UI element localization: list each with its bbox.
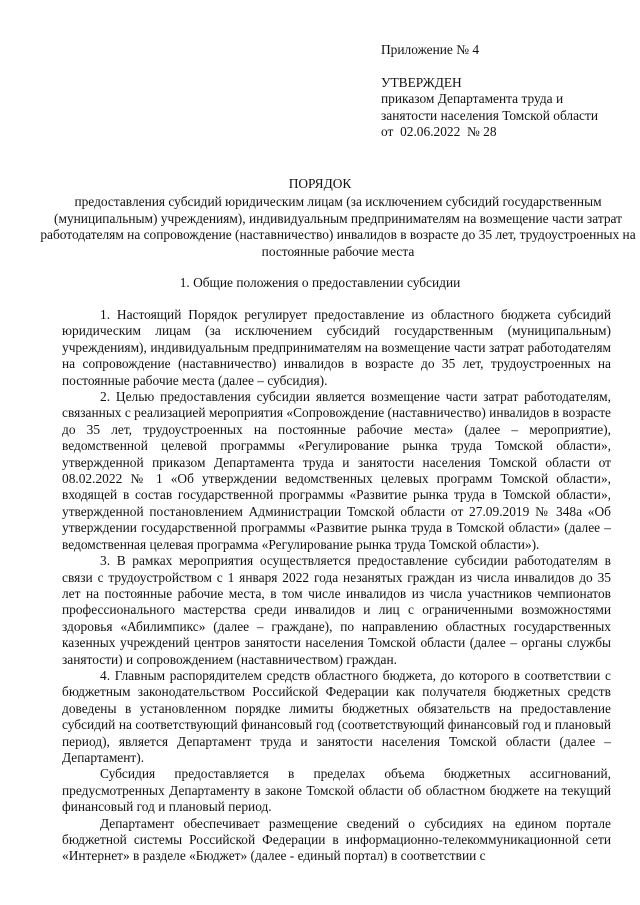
appendix-number: Приложение № 4: [381, 42, 480, 57]
document-subtitle: предоставления субсидий юридическим лицам (за исключением субсидий государственным (муниципальным) учреждениям), индивидуальным предпринимателям на возмещение части затрат работодателям на сопровождение (наставничество) инвалидов в возрасте до 35 лет, трудоустроенных на постоянные рабочие места: [40, 194, 636, 259]
document-body: [62, 307, 611, 865]
approval-block: [381, 42, 598, 141]
approval-date-number: от 02.06.2022 № 28: [381, 124, 497, 140]
document-title: ПОРЯДОК: [288, 176, 352, 191]
section-heading: 1. Общие положения о предоставлении субсидии: [179, 275, 461, 290]
paragraph-5: Субсидия предоставляется в пределах объема бюджетных ассигнований, предусмотренных Департаменту в законе Томской области об областном бюджете на текущий финансовый год и плановый период.: [62, 766, 611, 815]
approved-stamp: УТВЕРЖДЕН: [381, 74, 462, 90]
approval-line-2: занятости населения Томской области: [381, 107, 599, 123]
paragraph-4: 4. Главным распорядителем средств областного бюджета, до которого в соответствии с бюджетным законодательством Российской Федерации как получателя бюджетных средств доведены в установленном порядке лимиты бюджетных обязательств на предоставление субсидий на соответствующий финансовый год (соответствующий финансовый год и плановый период), является Департамент труда и занятости населения Томской области (далее – Департамент).: [62, 667, 611, 765]
approval-line-1: приказом Департамента труда и: [381, 91, 564, 107]
paragraph-2: 2. Целью предоставления субсидии является возмещение части затрат работодателям, связанных с реализацией мероприятия «Сопровождение (наставничество) инвалидов в возрасте до 35 лет, трудоустроенных на постоянные рабочие места» (далее – мероприятие), ведомственной целевой программы «Регулирование рынка труда Томской области», утвержденной приказом Департамента труда и занятости населения Томской области от 08.02.2022 № 1 «Об утверждении ведомственных целевых программ Томской области», входящей в состав государственной программы «Развитие рынка труда в Томской области», утвержденной постановлением Администрации Томской области от 27.09.2019 № 348а «Об утверждении государственной программы «Развитие рынка труда в Томской области» (далее – ведомственная целевая программа «Регулирование рынка труда Томской области»).: [62, 389, 611, 552]
paragraph-6: Департамент обеспечивает размещение сведений о субсидиях на едином портале бюджетной системы Российской Федерации в информационно-телекоммуникационной сети «Интернет» в разделе «Бюджет» (далее - единый портал) в соответствии с: [62, 815, 611, 864]
paragraph-1: 1. Настоящий Порядок регулирует предоставление из областного бюджета субсидий юридическим лицам (за исключением субсидий государственным (муниципальным) учреждениям), индивидуальным предпринимателям на возмещение части затрат работодателям на сопровождение (наставничество) инвалидов в возрасте до 35 лет, трудоустроенных на постоянные рабочие места (далее – субсидия).: [62, 307, 611, 388]
paragraph-3: 3. В рамках мероприятия осуществляется предоставление субсидии работодателям в связи с трудоустройством с 1 января 2022 года незанятых граждан из числа инвалидов до 35 лет на постоянные рабочие места, в том числе инвалидов из числа участников чемпионатов профессионального мастерства среди инвалидов и лиц с ограниченными возможностями здоровья «Абилимпикс» (далее – граждане), по направлению областных государственных казенных учреждений центров занятости населения Томской области (далее – органы службы занятости) и сопровождением (наставничеством) граждан.: [62, 553, 611, 667]
